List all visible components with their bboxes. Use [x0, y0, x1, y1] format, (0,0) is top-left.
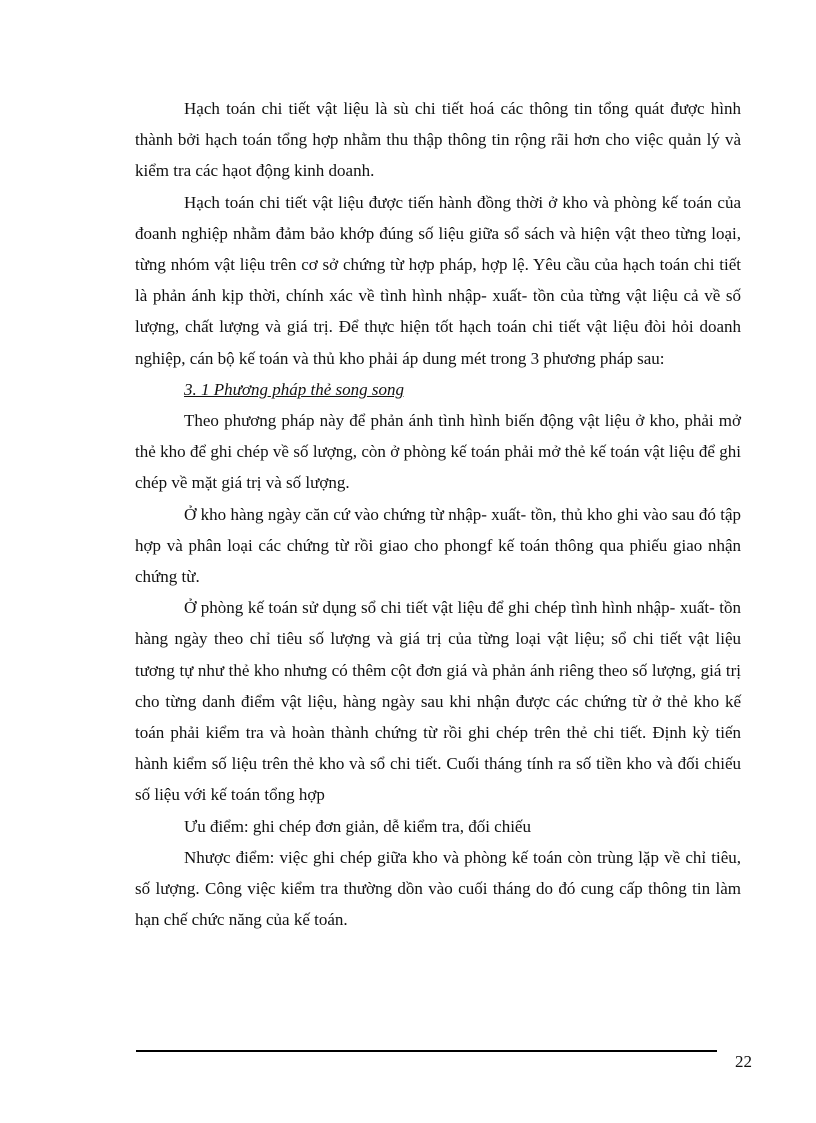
page-number: 22: [735, 1052, 752, 1071]
footer-rule: [136, 1050, 717, 1052]
paragraph-intro: Hạch toán chi tiết vật liệu là sù chi tiết hoá các thông tin tổng quát được hình thành bởi hạch toán tổng hợp nhằm thu thập thông tin rộng rãi hơn cho việc quản lý và kiểm tra các hạot động kinh doanh.: [135, 99, 741, 181]
paragraph-disadvantages: Nhược điểm: việc ghi chép giữa kho và phòng kế toán còn trùng lặp về chỉ tiêu, số lượng. Công việc kiểm tra thường dồn vào cuối tháng do đó cung cấp thông tin làm hạn chế chức năng của kế toán.: [135, 847, 741, 930]
paragraph-warehouse: Ở kho hàng ngày căn cứ vào chứng từ nhập- xuất- tồn, thủ kho ghi vào sau đó tập hợp và phân loại các chứng từ rồi giao cho phongf kế toán thông qua phiếu giao nhận chứng từ.: [135, 504, 741, 587]
paragraph-advantages: Ưu điểm: ghi chép đơn giản, dễ kiểm tra, đối chiếu: [184, 816, 531, 836]
paragraph-method-overview: Theo phương pháp này để phản ánh tình hình biến động vật liệu ở kho, phải mở thẻ kho để ghi chép về số lượng, còn ở phòng kế toán phải mở thẻ kế toán vật liệu để ghi chép về mặt giá trị và số lượng.: [135, 411, 741, 493]
section-heading: 3. 1 Phương pháp thẻ song song: [184, 379, 404, 399]
document-body: [135, 93, 741, 935]
paragraph-accounting-room: Ở phòng kế toán sử dụng sổ chi tiết vật liệu để ghi chép tình hình nhập- xuất- tồn hàng ngày theo chỉ tiêu số lượng và giá trị của từng loại vật liệu; sổ chi tiết vật liệu tương tự như thẻ kho nhưng có thêm cột đơn giá và phản ánh riêng theo số lượng, giá trị cho từng danh điểm vật liệu, hàng ngày sau khi nhận được các chứng từ ở thẻ kho kế toán phải kiểm tra và hoàn thành chứng từ rồi ghi chép trên thẻ chi tiết. Định kỳ tiến hành kiểm số liệu trên thẻ kho và sổ chi tiết. Cuối tháng tính ra số tiền kho và đối chiếu số liệu với kế toán tổng hợp: [135, 598, 741, 805]
paragraph-requirements: Hạch toán chi tiết vật liệu được tiến hành đồng thời ở kho và phòng kế toán của đoanh nghiệp nhằm đảm bảo khớp đúng số liệu giữa sổ sách và hiện vật theo từng loại, từng nhóm vật liệu trên cơ sở chứng từ hợp pháp, hợp lệ. Yêu cầu của hạch toán chi tiết là phản ánh kịp thời, chính xác về tình hình nhập- xuất- tồn của từng vật liệu cả về số lượng, chất lượng và giá trị. Để thực hiện tốt hạch toán chi tiết vật liệu đòi hỏi doanh nghiệp, cán bộ kế toán và thủ kho phải áp dung mét trong 3 phương pháp sau:: [135, 192, 741, 368]
